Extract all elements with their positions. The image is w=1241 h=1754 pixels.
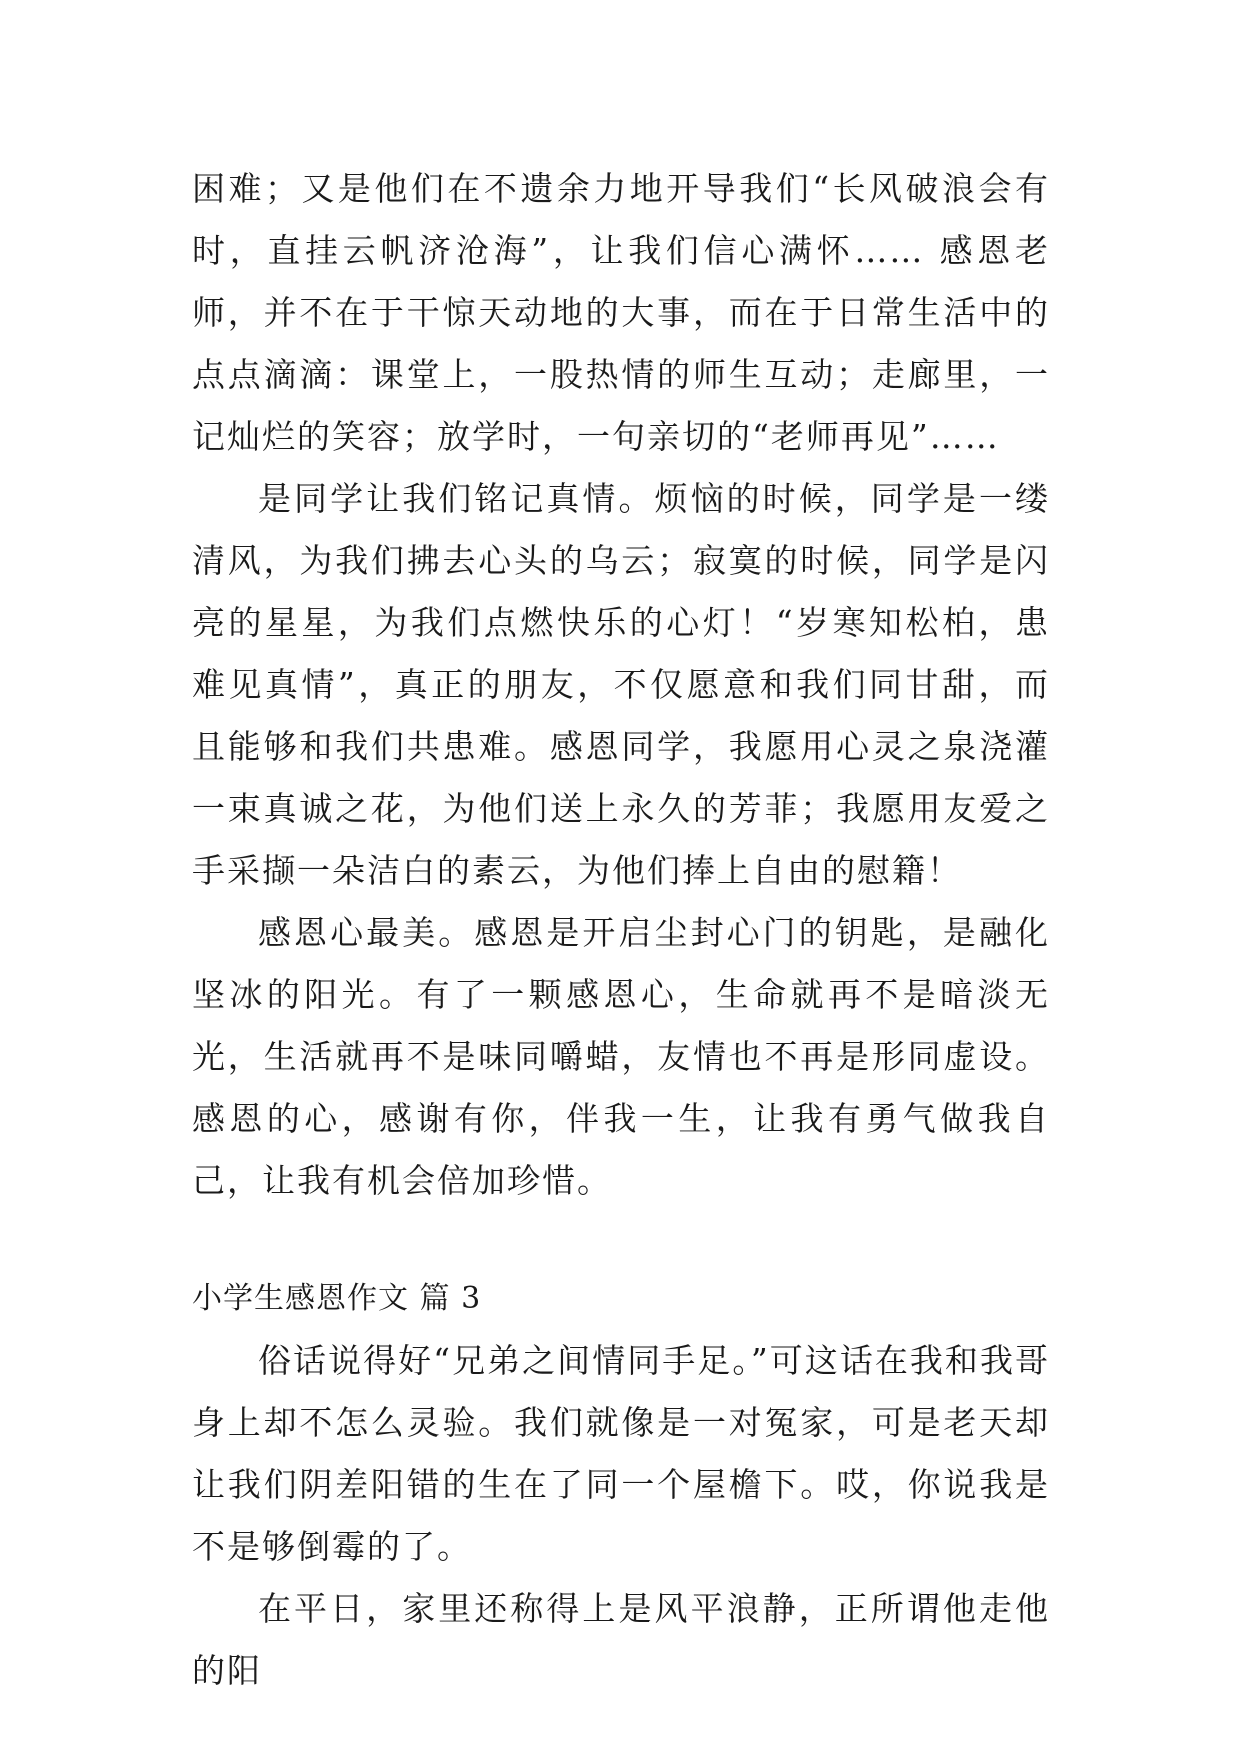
document-body [192,158,1050,1702]
paragraph-brothers: 俗话说得好“兄弟之间情同手足。”可这话在我和我哥身上却不怎么灵验。我们就像是一对冤家，可是老天却让我们阴差阳错的生在了同一个屋檐下。哎，你说我是不是够倒霉的了。 [192,1341,1050,1566]
paragraph-teacher-ending: 困难；又是他们在不遗余力地开导我们“长风破浪会有时，直挂云帆济沧海”，让我们信心满怀…… 感恩老师，并不在于干惊天动地的大事，而在于日常生活中的点点滴滴：课堂上，一股热情的师生互动；走廊里，一记灿烂的笑容；放学时，一句亲切的“老师再见”…… [192,169,1050,456]
paragraph-daily-life: 在平日，家里还称得上是风平浪静，正所谓他走他的阳 [192,1589,1050,1690]
paragraph-classmates: 是同学让我们铭记真情。烦恼的时候，同学是一缕清风，为我们拂去心头的乌云；寂寞的时候，同学是闪亮的星星，为我们点燃快乐的心灯！“岁寒知松柏，患难见真情”，真正的朋友，不仅愿意和我们同甘甜，而且能够和我们共患难。感恩同学，我愿用心灵之泉浇灌一束真诚之花，为他们送上永久的芳菲；我愿用友爱之手采撷一朵洁白的素云，为他们捧上自由的慰籍！ [192,479,1050,890]
section-title: 小学生感恩作文 篇 3 [192,1281,482,1316]
paragraph-gratitude-heart: 感恩心最美。感恩是开启尘封心门的钥匙，是融化坚冰的阳光。有了一颗感恩心，生命就再不是暗淡无光，生活就再不是味同嚼蜡，友情也不再是形同虚设。 感恩的心，感谢有你，伴我一生，让我有勇气做我自己，让我有机会倍加珍惜。 [192,913,1050,1200]
